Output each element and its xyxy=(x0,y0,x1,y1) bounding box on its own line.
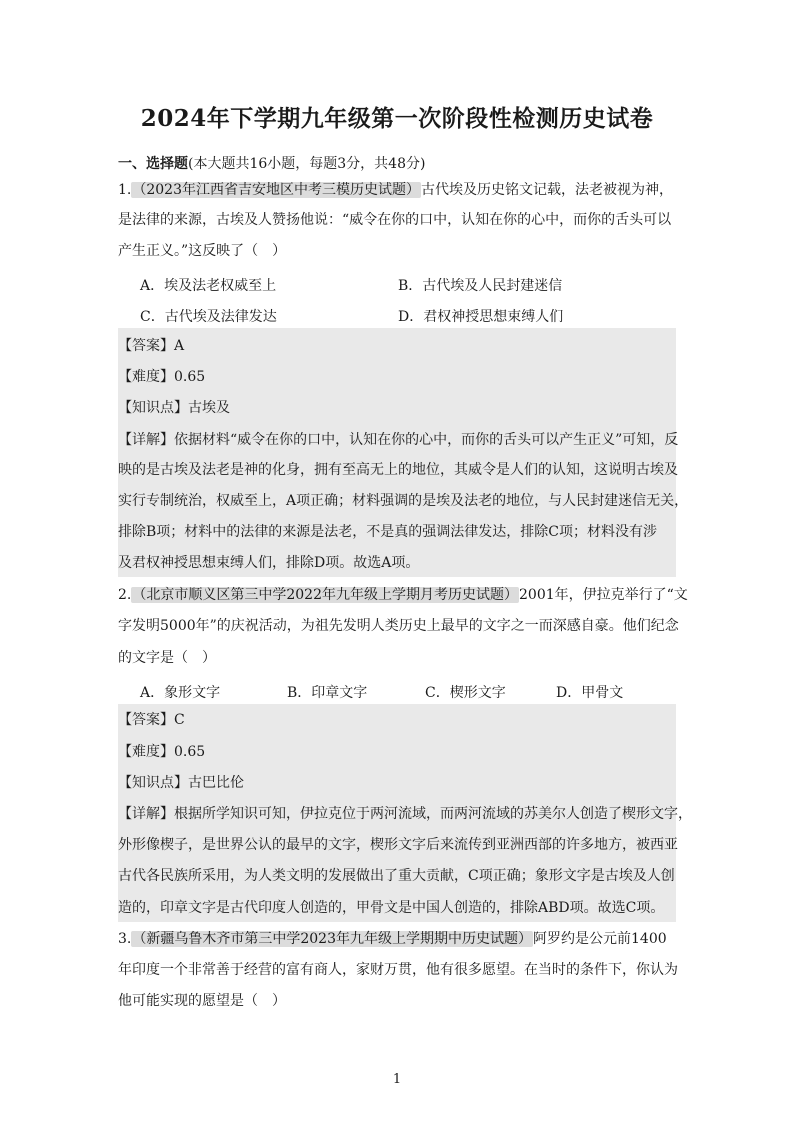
page-title: 2024年下学期九年级第一次阶段性检测历史试卷 xyxy=(140,105,654,132)
question-2-knowledge: 【知识点】古巴比伦 xyxy=(118,775,244,791)
question-1-difficulty: 【难度】0.65 xyxy=(118,369,206,385)
question-1-option-c: C．古代埃及法律发达 xyxy=(140,309,277,325)
question-3-line-2: 年印度一个非常善于经营的富有商人，家财万贯，他有很多愿望。在当时的条件下，你认为 xyxy=(118,962,678,978)
question-1-stem: 古代埃及历史铭文记载，法老被视为神， xyxy=(421,182,673,198)
question-2-option-c: C．楔形文字 xyxy=(425,685,506,701)
question-3-stem: 阿罗约是公元前1400 xyxy=(533,931,667,947)
question-2-line-3: 的文字是（ ） xyxy=(118,650,216,666)
question-2-option-b: B．印章文字 xyxy=(287,685,368,701)
question-2-stem: 2001年，伊拉克举行了“文 xyxy=(519,587,688,603)
section-note: (本大题共16小题，每题3分，共48分) xyxy=(188,156,426,172)
question-2-difficulty: 【难度】0.65 xyxy=(118,744,206,760)
question-1-detail-line-1: 【详解】依据材料“威令在你的口中，认知在你的心中，而你的舌头可以产生正义”可知，反 xyxy=(118,432,679,448)
question-2-detail-line-1: 【详解】根据所学知识可知，伊拉克位于两河流域，而两河流域的苏美尔人创造了楔形文字， xyxy=(118,806,692,822)
question-2-option-a: A．象形文字 xyxy=(140,685,221,701)
question-1-answer: 【答案】A xyxy=(118,338,185,354)
section-heading xyxy=(118,153,425,173)
question-1-knowledge: 【知识点】古埃及 xyxy=(118,400,230,416)
page-number: 1 xyxy=(392,1072,402,1087)
question-1-line-2: 是法律的来源，古埃及人赞扬他说：“威令在你的口中，认知在你的心中，而你的舌头可以 xyxy=(118,212,672,228)
question-3-line-1 xyxy=(118,931,678,947)
question-1-detail-line-4: 排除B项；材料中的法律的来源是法老，不是真的强调法律发达，排除C项；材料没有涉 xyxy=(118,524,657,540)
question-1-detail-line-3: 实行专制统治，权威至上，A项正确；材料强调的是埃及法老的地位，与人民封建迷信无关， xyxy=(118,493,689,509)
question-1-number: 1. xyxy=(118,182,132,198)
question-2-detail-line-2: 外形像楔子，是世界公认的最早的文字，楔形文字后来流传到亚洲西部的许多地方，被西亚 xyxy=(118,837,678,853)
question-2-answer: 【答案】C xyxy=(118,712,185,728)
question-1-line-3: 产生正义。”这反映了（ ） xyxy=(118,243,287,259)
question-1-detail-line-5: 及君权神授思想束缚人们，排除D项。故选A项。 xyxy=(118,555,420,571)
question-2-detail-line-4: 造的，印章文字是古代印度人创造的，甲骨文是中国人创造的，排除ABD项。故选C项。 xyxy=(118,900,665,916)
question-1-detail-line-2: 映的是古埃及法老是神的化身，拥有至高无上的地位，其威令是人们的认知，这说明古埃及 xyxy=(118,462,678,478)
question-3-source: （新疆乌鲁木齐市第三中学2023年九年级上学期期中历史试题） xyxy=(132,931,532,947)
question-2-detail-line-3: 古代各民族所采用，为人类文明的发展做出了重大贡献，C项正确；象形文字是古埃及人创 xyxy=(118,868,675,884)
question-2-line-1 xyxy=(118,587,688,603)
question-1-option-d: D．君权神授思想束缚人们 xyxy=(398,309,564,325)
section-label: 一、选择题 xyxy=(118,156,188,172)
question-1-source: （2023年江西省吉安地区中考三模历史试题） xyxy=(132,182,420,198)
question-1-line-1 xyxy=(118,182,678,198)
question-3-number: 3. xyxy=(118,931,132,947)
question-2-source: （北京市顺义区第三中学2022年九年级上学期月考历史试题） xyxy=(132,587,518,603)
question-2-line-2: 字发明5000年”的庆祝活动，为祖先发明人类历史上最早的文字之一而深感自豪。他们纪念 xyxy=(118,618,679,634)
question-2-option-d: D．甲骨文 xyxy=(556,685,624,701)
question-2-number: 2. xyxy=(118,587,132,603)
question-1-option-a: A．埃及法老权威至上 xyxy=(140,278,277,294)
question-1-option-b: B．古代埃及人民封建迷信 xyxy=(398,278,563,294)
question-3-line-3: 他可能实现的愿望是（ ） xyxy=(118,993,286,1009)
